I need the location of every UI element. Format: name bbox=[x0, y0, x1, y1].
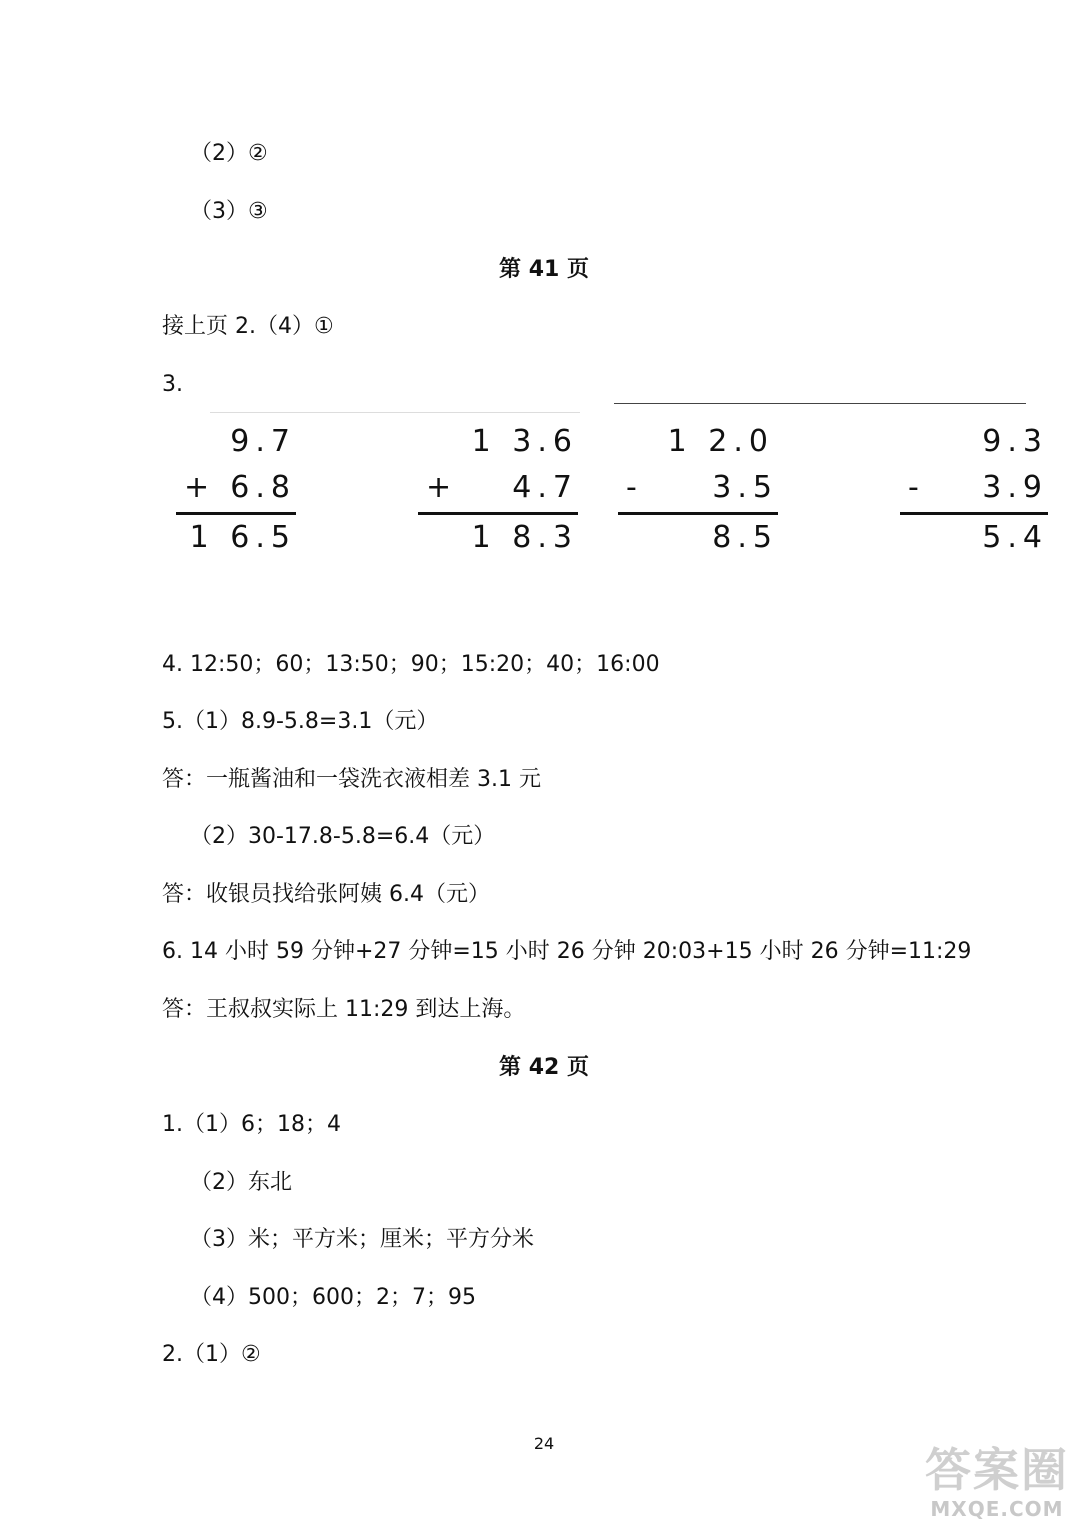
page-number: 24 bbox=[533, 1434, 555, 1453]
calc-bottom-number: 4.7 bbox=[512, 470, 578, 505]
calc-bar bbox=[900, 512, 1048, 515]
answer-line: （2）30-17.8-5.8=6.4（元） bbox=[190, 824, 496, 849]
vertical-calc-4 bbox=[900, 424, 1048, 560]
calc-bar bbox=[618, 512, 778, 515]
answer-line: 答：王叔叔实际上 11:29 到达上海。 bbox=[162, 997, 526, 1022]
page-heading-41: 第 41 页 bbox=[499, 257, 589, 282]
faint-rule bbox=[210, 412, 580, 413]
vertical-calc-2 bbox=[418, 424, 578, 560]
calc-top-number: 1 2.0 bbox=[667, 424, 774, 459]
vertical-calc-1 bbox=[176, 424, 296, 560]
calc-bottom-number: 3.9 bbox=[982, 470, 1048, 505]
answer-line: （2）② bbox=[190, 141, 268, 166]
answer-line: 答：收银员找给张阿姨 6.4（元） bbox=[162, 882, 490, 907]
rule-line bbox=[614, 403, 1026, 404]
calc-top-number: 9.7 bbox=[230, 424, 296, 459]
calc-operator: + bbox=[426, 470, 458, 505]
calc-result: 1 6.5 bbox=[189, 520, 296, 555]
calc-operator: + bbox=[184, 470, 216, 505]
calc-result: 8.5 bbox=[712, 520, 778, 555]
calc-bar bbox=[176, 512, 296, 515]
answer-line: 4. 12:50；60；13:50；90；15:20；40；16:00 bbox=[162, 652, 660, 677]
vertical-calc-3 bbox=[618, 424, 778, 560]
page-heading-42: 第 42 页 bbox=[499, 1055, 589, 1080]
calc-top-number: 1 3.6 bbox=[471, 424, 578, 459]
watermark-logo bbox=[912, 1444, 1082, 1534]
watermark-url: MXQE.COM bbox=[930, 1497, 1064, 1521]
answer-line: 接上页 2.（4）① bbox=[162, 314, 334, 339]
answer-line: （2）东北 bbox=[190, 1170, 292, 1195]
answer-line: （4）500；600；2；7；95 bbox=[190, 1285, 476, 1310]
calc-bar bbox=[418, 512, 578, 515]
calc-bottom-number: 6.8 bbox=[230, 470, 296, 505]
calc-operator: - bbox=[908, 470, 925, 505]
answer-line: 3. bbox=[162, 372, 183, 397]
calc-result: 5.4 bbox=[982, 520, 1048, 555]
answer-line: 5.（1）8.9-5.8=3.1（元） bbox=[162, 709, 439, 734]
answer-line: 2.（1）② bbox=[162, 1342, 261, 1367]
answer-line: （3）③ bbox=[190, 199, 268, 224]
watermark-text: 答案圈 bbox=[925, 1443, 1069, 1497]
calc-result: 1 8.3 bbox=[471, 520, 578, 555]
calc-bottom-number: 3.5 bbox=[712, 470, 778, 505]
answer-line: 6. 14 小时 59 分钟+27 分钟=15 小时 26 分钟 20:03+15 小时 26 分钟=11:29 bbox=[162, 939, 972, 964]
calc-operator: - bbox=[626, 470, 643, 505]
calc-top-number: 9.3 bbox=[982, 424, 1048, 459]
answer-line: （3）米；平方米；厘米；平方分米 bbox=[190, 1227, 534, 1252]
answer-line: 1.（1）6；18；4 bbox=[162, 1112, 341, 1137]
answer-line: 答：一瓶酱油和一袋洗衣液相差 3.1 元 bbox=[162, 767, 541, 792]
